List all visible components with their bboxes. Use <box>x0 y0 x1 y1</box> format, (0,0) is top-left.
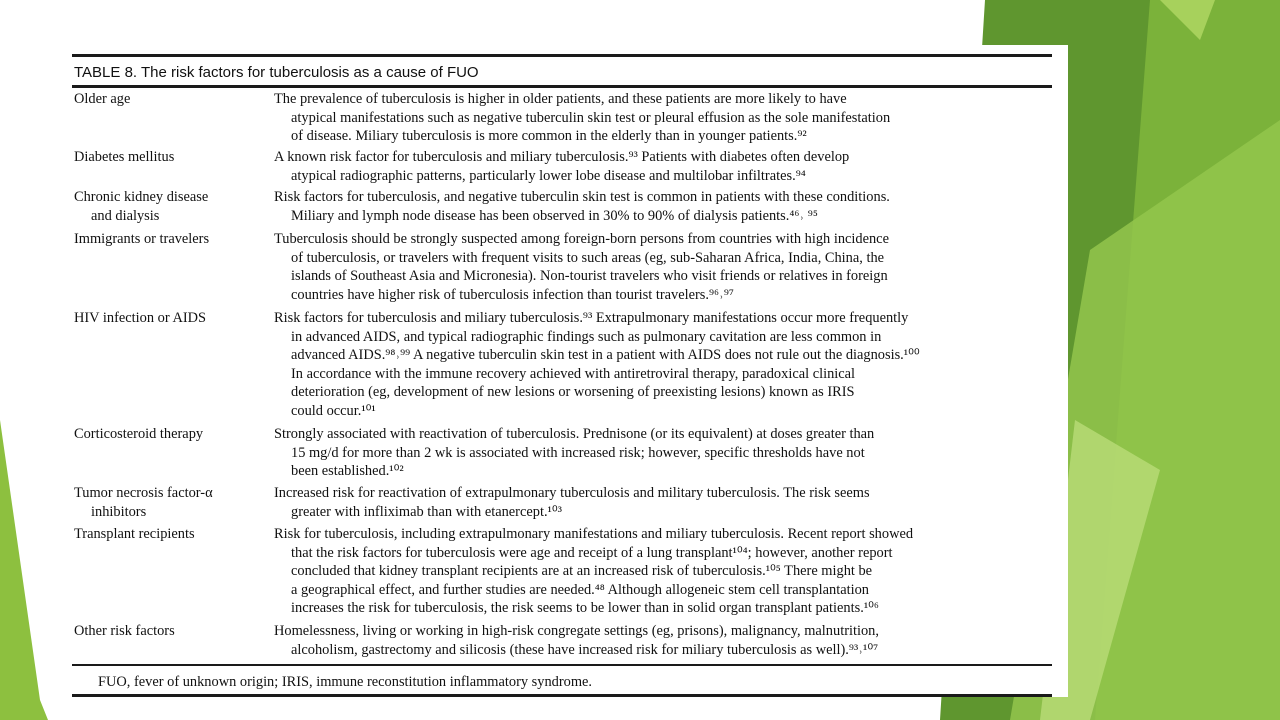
row-description: Risk for tuberculosis, including extrapulmonary manifestations and miliary tuberculosis. Recent report showed that the risk factors for tuberculosis were age and receipt of a lung transplant¹⁰⁴; however, another report concluded that kidney transplant recipients are at an increased risk of tuberculosis.¹⁰⁵ There might be a geographical effect, and further studies are needed.⁴⁸ Although allogeneic stem cell transplantation increases the risk for tuberculosis, the risk seems to be lower than in solid organ transplant patients.¹⁰⁶ <box>274 526 914 616</box>
row-factor: Other risk factors <box>74 623 175 639</box>
green-band-mid <box>1095 0 1280 720</box>
row-description: Increased risk for reactivation of extrapulmonary tuberculosis and military tuberculosis. The risk seems greater with infliximab than with etanercept.¹⁰³ <box>274 485 870 520</box>
table-title: TABLE 8. The risk factors for tuberculosis as a cause of FUO <box>74 64 479 81</box>
bottom-rule <box>72 694 1052 697</box>
row-factor: Chronic kidney disease and dialysis <box>74 189 209 224</box>
row-factor: Older age <box>74 91 131 107</box>
row-description: Risk factors for tuberculosis and miliary tuberculosis.⁹³ Extrapulmonary manifestations occur more frequently in advanced AIDS, and typical radiographic findings such as pulmonary cavitation are less common in advanced AIDS.⁹⁸˒⁹⁹ A negative tuberculin skin test in a patient with AIDS does not rule out the diagnosis.¹⁰⁰ In accordance with the immune recovery achieved with antiretroviral therapy, paradoxical clinical deterioration (eg, development of new lesions or worsening of preexisting lesions) known as IRIS could occur.¹⁰¹ <box>274 310 920 419</box>
row-description: Homelessness, living or working in high-risk congregate settings (eg, prisons), malignancy, malnutrition, alcoholism, gastrectomy and silicosis (these have increased risk for miliary tuberculosis as well).⁹³˒¹⁰⁷ <box>274 623 879 658</box>
green-top-sliver <box>1160 0 1215 40</box>
top-rule <box>72 54 1052 57</box>
green-left-wedge <box>0 420 48 720</box>
footer-rule <box>72 664 1052 666</box>
row-factor: Tumor necrosis factor-α inhibitors <box>74 485 213 520</box>
row-factor: Diabetes mellitus <box>74 149 175 165</box>
row-description: Strongly associated with reactivation of tuberculosis. Prednisone (or its equivalent) at doses greater than 15 mg/d for more than 2 wk is associated with increased risk; however, specific thresholds have not been established.¹⁰² <box>274 426 875 479</box>
row-description: A known risk factor for tuberculosis and miliary tuberculosis.⁹³ Patients with diabetes often develop atypical radiographic patterns, particularly lower lobe disease and multilobar infiltrates.⁹⁴ <box>274 149 850 184</box>
row-factor: Transplant recipients <box>74 526 195 542</box>
row-description: The prevalence of tuberculosis is higher in older patients, and these patients are more likely to have atypical manifestations such as negative tuberculin skin test or pleural effusion as the sole manifestation of disease. Miliary tuberculosis is more common in the elderly than in younger patients.⁹² <box>274 91 891 144</box>
row-description: Risk factors for tuberculosis, and negative tuberculin skin test is common in patients with these conditions. Miliary and lymph node disease has been observed in 30% to 90% of dialysis patients.⁴⁶˒ ⁹⁵ <box>274 189 890 224</box>
row-factor: HIV infection or AIDS <box>74 310 207 326</box>
table-figure <box>62 45 1068 697</box>
table-footnote: FUO, fever of unknown origin; IRIS, immune reconstitution inflammatory syndrome. <box>98 674 593 690</box>
row-factor: Immigrants or travelers <box>74 231 210 247</box>
row-description: Tuberculosis should be strongly suspected among foreign-born persons from countries with high incidence of tuberculosis, or travelers with frequent visits to such areas (eg, sub-Saharan Africa, India, China, the islands of Southeast Asia and Micronesia). Non-tourist travelers who visit friends or relatives in foreign countries have higher risk of tuberculosis infection than tourist travelers.⁹⁶˒⁹⁷ <box>274 231 889 303</box>
header-rule <box>72 85 1052 88</box>
row-factor: Corticosteroid therapy <box>74 426 204 442</box>
